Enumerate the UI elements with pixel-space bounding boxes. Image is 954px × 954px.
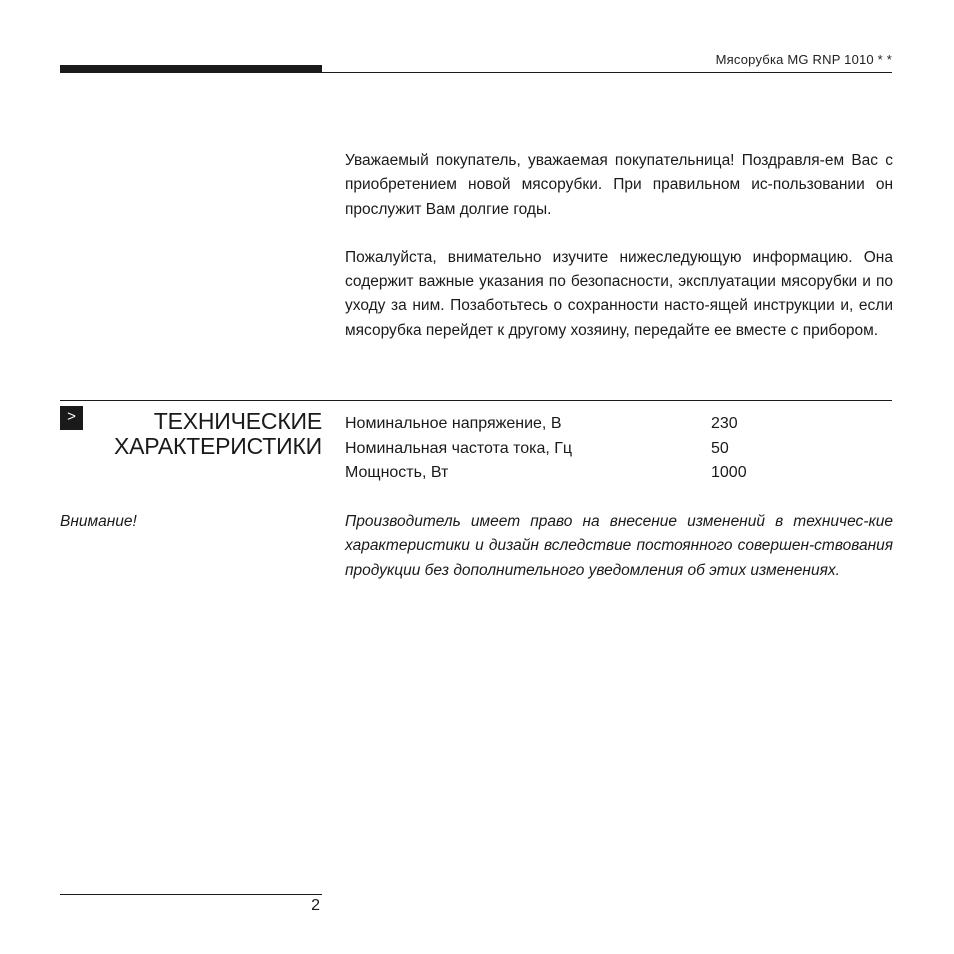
spec-label: Мощность, Вт — [345, 464, 449, 481]
spec-row — [345, 437, 893, 462]
warning-text: Производитель имеет право на внесение изменений в техничес-кие характеристики и дизайн вследствие постоянного совершен-ствования продукции без дополнительного уведомления об этих изменениях. — [345, 513, 893, 579]
spec-value: 50 — [711, 439, 729, 457]
spec-row — [345, 412, 893, 437]
intro-paragraph: Пожалуйста, внимательно изучите нижеследующую информацию. Она содержит важные указания по безопасности, эксплуатации мясорубки и по уходу за ним. Позаботьтесь о сохранности насто-ящей инструкции и, если мясорубка перейдет к другому хозяину, передайте ее вместе с прибором. — [345, 248, 893, 339]
spec-label: Номинальное напряжение, В — [345, 415, 562, 432]
spec-label: Номинальная частота тока, Гц — [345, 439, 573, 457]
page-number: 2 — [311, 897, 320, 914]
specs-table — [345, 412, 893, 486]
section-heading-line: ТЕХНИЧЕСКИЕ — [153, 408, 322, 434]
intro-text — [345, 149, 893, 367]
spec-value: 1000 — [711, 464, 747, 481]
intro-paragraph: Уважаемый покупатель, уважаемая покупательница! Поздравля-ем Вас с приобретением новой мясорубки. При правильном ис-пользовании он прослужит Вам долгие годы. — [345, 152, 893, 218]
spec-row — [345, 461, 893, 486]
footer-rule — [60, 894, 322, 895]
section-heading — [62, 409, 322, 459]
header-thin-rule — [322, 72, 892, 73]
section-arrow-marker: > — [60, 406, 83, 430]
warning-label: Внимание! — [60, 513, 137, 530]
section-divider — [60, 400, 892, 401]
spec-value: 230 — [711, 415, 738, 432]
document-header-title: Мясорубка MG RNP 1010 * * — [715, 52, 892, 67]
section-heading-line: ХАРАКТЕРИСТИКИ — [113, 433, 322, 459]
header-thick-rule — [60, 65, 322, 73]
